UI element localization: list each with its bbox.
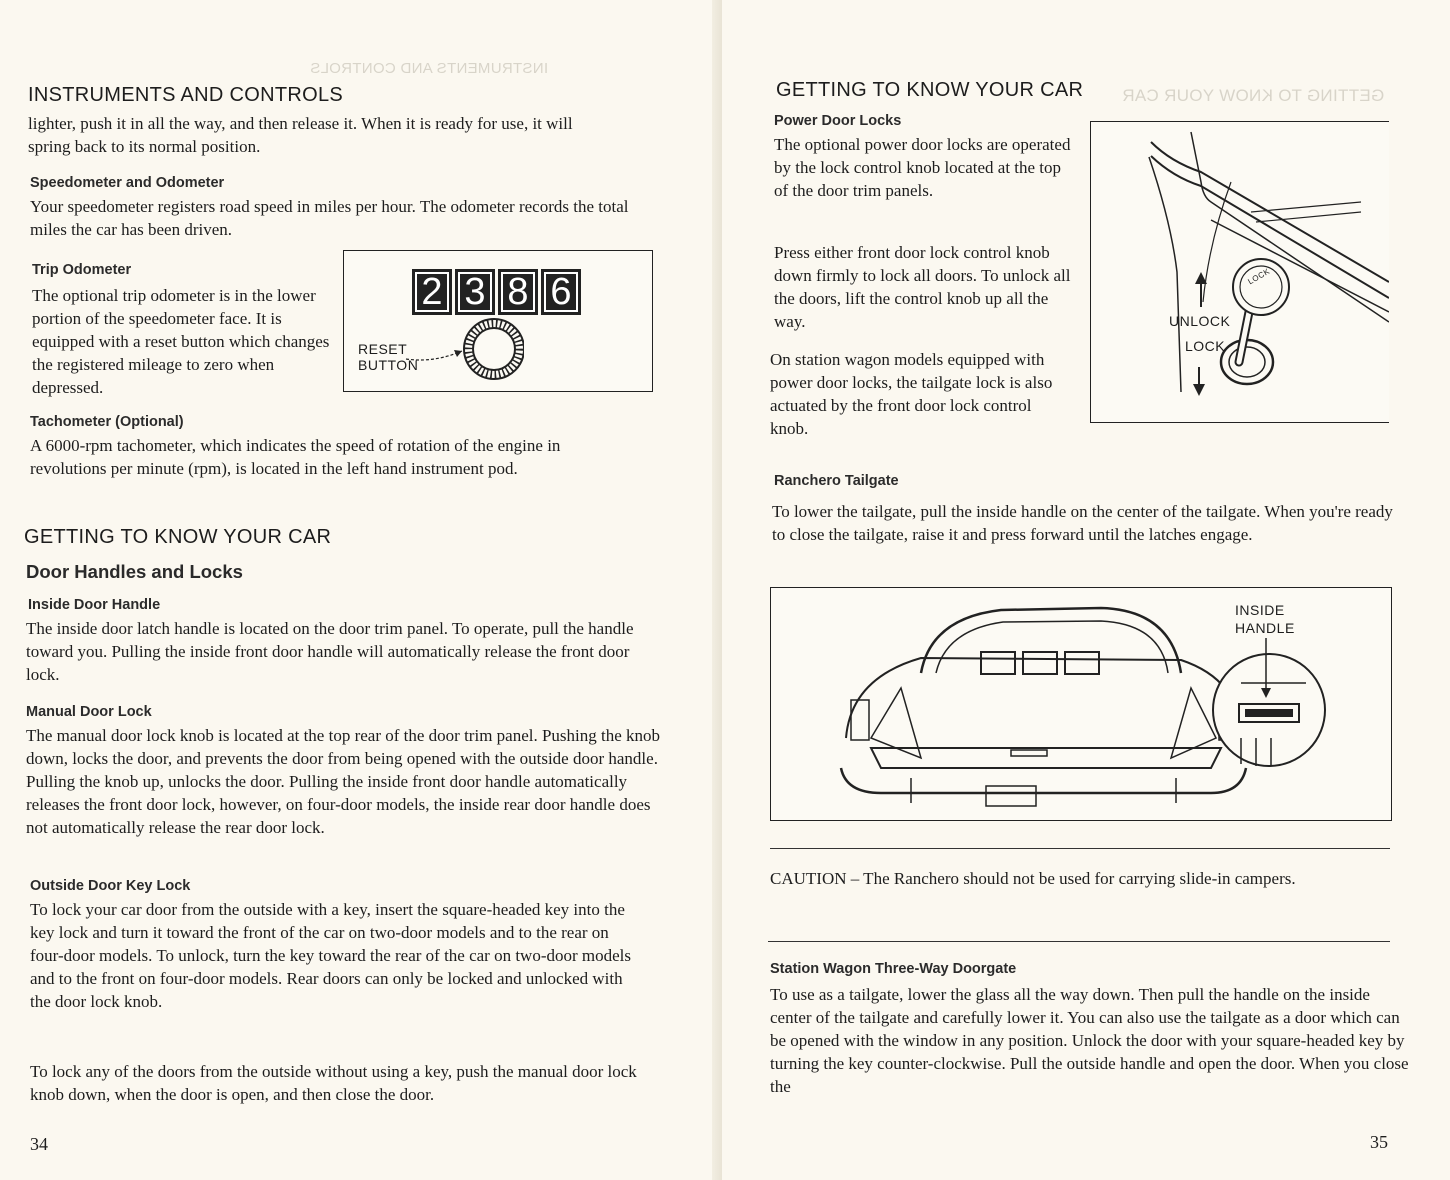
tach-heading: Tachometer (Optional): [30, 414, 184, 430]
door-lock-knob-icon: [1091, 122, 1389, 422]
tach-paragraph: A 6000-rpm tachometer, which indicates the speed of rotation of the engine in revolutions per minute (rpm), is located in the left hand instrument pod.: [30, 436, 561, 478]
intro-paragraph: lighter, push it in all the way, and then release it. When it is ready for use, it will spring back to its normal position.: [28, 114, 573, 156]
lock-label: LOCK: [1185, 338, 1226, 354]
odometer-digits: [412, 269, 584, 315]
bleed-through-text: GETTING TO KNOW YOUR CAR: [1122, 86, 1385, 105]
outside-lock-paragraph-2: To lock any of the doors from the outside without using a key, push the manual door lock knob down, when the door is open, and then close the door.: [30, 1062, 637, 1104]
door-handles-heading: Door Handles and Locks: [26, 561, 243, 582]
caution-paragraph: CAUTION – The Ranchero should not be used for carrying slide-in campers.: [770, 869, 1296, 888]
reset-label: RESET: [358, 341, 408, 357]
left-page: [0, 0, 722, 1180]
page-number-left: 34: [30, 1134, 48, 1154]
page-title-right: GETTING TO KNOW YOUR CAR: [776, 79, 1084, 101]
inside-handle-heading: Inside Door Handle: [28, 597, 161, 613]
tailgate-figure: [770, 587, 1392, 821]
trip-odometer-figure: [343, 250, 653, 392]
odometer-digit: 8: [498, 269, 538, 315]
button-label: BUTTON: [358, 357, 419, 373]
odometer-digit: 6: [541, 269, 581, 315]
right-page: [722, 0, 1450, 1180]
speedometer-paragraph: Your speedometer registers road speed in miles per hour. The odometer records the total miles the car has been driven.: [30, 197, 629, 239]
tailgate-illustration-icon: [771, 588, 1391, 820]
section-title-know-your-car: GETTING TO KNOW YOUR CAR: [24, 526, 332, 548]
manual-lock-heading: Manual Door Lock: [26, 704, 152, 720]
power-locks-heading: Power Door Locks: [774, 113, 902, 129]
outside-lock-paragraph: To lock your car door from the outside with a key, insert the square-headed key into the key lock and turn it toward the front of the car on two-door models and to the rear on four-door models. To unlock, turn the key toward the rear of the car on two-door models and to the front on four-door models. Rear doors can only be locked and unlocked with the door lock knob.: [30, 900, 632, 1011]
knob-label: LOCK: [1246, 266, 1272, 287]
trip-heading: Trip Odometer: [32, 262, 132, 278]
ranchero-heading: Ranchero Tailgate: [774, 473, 899, 489]
page-title-left: INSTRUMENTS AND CONTROLS: [28, 84, 344, 106]
power-locks-paragraph-2: Press either front door lock control knob down firmly to lock all doors. To unlock all the doors, lift the control knob up all the way.: [774, 243, 1071, 331]
ranchero-paragraph: To lower the tailgate, pull the inside handle on the center of the tailgate. When you're ready to close the tailgate, raise it and press forward until the latches engage.: [772, 502, 1393, 544]
outside-lock-heading: Outside Door Key Lock: [30, 878, 191, 894]
door-lock-figure: [1090, 121, 1389, 423]
power-locks-paragraph: The optional power door locks are operated by the lock control knob located at the top of the door trim panels.: [774, 135, 1071, 200]
speedometer-heading: Speedometer and Odometer: [30, 175, 225, 191]
caution-bottom-rule: [768, 941, 1390, 942]
wagon-paragraph: To use as a tailgate, lower the glass all the way down. Then pull the handle on the inside center of the tailgate and carefully lower it. You can also use the tailgate as a door which can be opened with the window in any position. Unlock the door with your square-headed key by turning the key counter-clockwise. Pull the outside handle and open the door. When you close the: [770, 985, 1409, 1096]
caution-top-rule: [770, 848, 1390, 849]
handle-label: HANDLE: [1235, 620, 1295, 636]
odometer-digit: 3: [455, 269, 495, 315]
manual-lock-paragraph: The manual door lock knob is located at the top rear of the door trim panel. Pushing the knob down, locks the door, and prevents the door from being opened with the outside door handle. Pulling the knob up, unlocks the door. Pulling the inside front door handle automatically releases the front door lock, however, on four-door models, the inside rear door handle does not automatically release the rear door lock.: [26, 726, 661, 837]
power-locks-paragraph-3: On station wagon models equipped with power door locks, the tailgate lock is also actuated by the front door lock control knob.: [770, 350, 1053, 438]
page-number-right: 35: [1370, 1132, 1388, 1152]
unlock-label: UNLOCK: [1169, 313, 1231, 329]
odometer-digit: 2: [412, 269, 452, 315]
wagon-heading: Station Wagon Three-Way Doorgate: [770, 961, 1017, 977]
inside-label: INSIDE: [1235, 602, 1285, 618]
bleed-through-text: INSTRUMENTS AND CONTROLS: [310, 60, 549, 77]
inside-handle-paragraph: The inside door latch handle is located on the door trim panel. To operate, pull the handle toward you. Pulling the inside front door handle will automatically release the front door lock.: [26, 619, 634, 684]
trip-paragraph: The optional trip odometer is in the lower portion of the speedometer face. It is equipped with a reset button which changes the registered mileage to zero when depressed.: [32, 286, 330, 397]
reset-button-icon: [404, 313, 524, 385]
